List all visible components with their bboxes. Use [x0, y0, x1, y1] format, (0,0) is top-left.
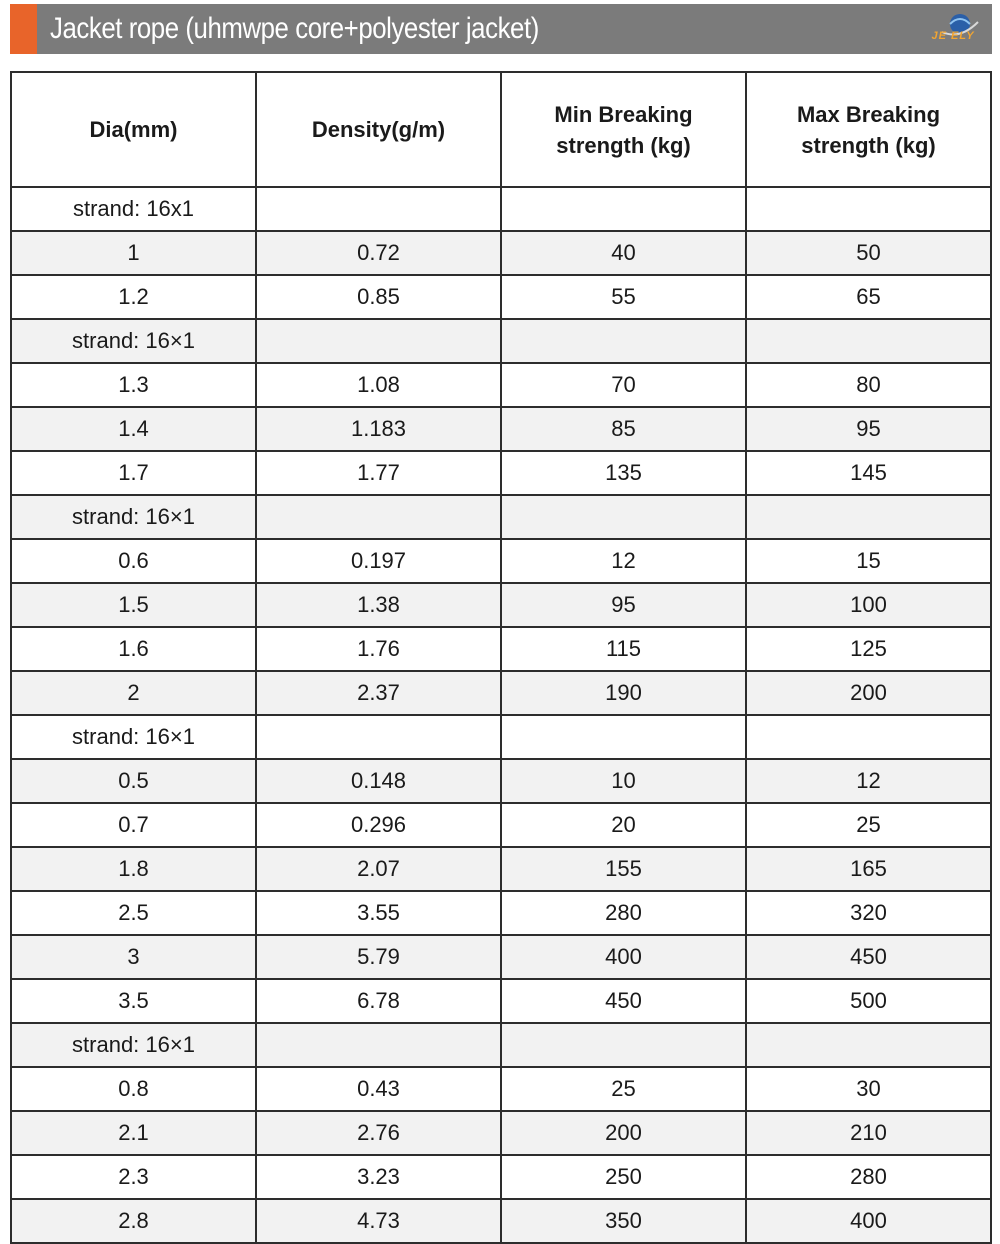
- table-row: [11, 847, 991, 891]
- strand-row: [11, 187, 991, 231]
- table-row: [11, 671, 991, 715]
- title-accent: [10, 4, 37, 54]
- cell-min-breaking-strength: 20: [501, 803, 746, 847]
- cell-max-breaking-strength: 165: [746, 847, 991, 891]
- cell-diameter: 1.5: [11, 583, 256, 627]
- cell-density: 1.08: [256, 363, 501, 407]
- cell-diameter: 2.3: [11, 1155, 256, 1199]
- brand-logo: [922, 10, 984, 48]
- header-max-breaking-strength: Max Breaking strength (kg): [746, 72, 991, 187]
- cell-min-breaking-strength: 85: [501, 407, 746, 451]
- cell-max-breaking-strength: 145: [746, 451, 991, 495]
- strand-label: strand: 16×1: [11, 715, 256, 759]
- cell-max-breaking-strength: [746, 1023, 991, 1067]
- cell-density: [256, 495, 501, 539]
- cell-diameter: 1.6: [11, 627, 256, 671]
- cell-max-breaking-strength: 15: [746, 539, 991, 583]
- table-row: [11, 583, 991, 627]
- cell-min-breaking-strength: 25: [501, 1067, 746, 1111]
- cell-min-breaking-strength: 70: [501, 363, 746, 407]
- cell-density: 2.37: [256, 671, 501, 715]
- cell-diameter: 3.5: [11, 979, 256, 1023]
- cell-density: 0.148: [256, 759, 501, 803]
- cell-density: 0.43: [256, 1067, 501, 1111]
- cell-diameter: 2.8: [11, 1199, 256, 1243]
- cell-min-breaking-strength: 95: [501, 583, 746, 627]
- strand-row: [11, 319, 991, 363]
- strand-label: strand: 16×1: [11, 1023, 256, 1067]
- cell-max-breaking-strength: [746, 187, 991, 231]
- cell-min-breaking-strength: 115: [501, 627, 746, 671]
- cell-max-breaking-strength: 30: [746, 1067, 991, 1111]
- cell-min-breaking-strength: [501, 715, 746, 759]
- strand-row: [11, 715, 991, 759]
- table-row: [11, 1111, 991, 1155]
- strand-row: [11, 1023, 991, 1067]
- logo-text: JE ELY: [931, 30, 975, 42]
- table-row: [11, 363, 991, 407]
- table-body: [11, 187, 991, 1243]
- cell-max-breaking-strength: 100: [746, 583, 991, 627]
- cell-min-breaking-strength: [501, 319, 746, 363]
- title-bar: [10, 4, 992, 54]
- cell-max-breaking-strength: [746, 715, 991, 759]
- cell-min-breaking-strength: [501, 495, 746, 539]
- table-row: [11, 1067, 991, 1111]
- cell-min-breaking-strength: 135: [501, 451, 746, 495]
- cell-density: 5.79: [256, 935, 501, 979]
- cell-density: 4.73: [256, 1199, 501, 1243]
- table-row: [11, 759, 991, 803]
- cell-min-breaking-strength: 155: [501, 847, 746, 891]
- table-row: [11, 935, 991, 979]
- cell-min-breaking-strength: 10: [501, 759, 746, 803]
- cell-diameter: 0.5: [11, 759, 256, 803]
- cell-density: 1.77: [256, 451, 501, 495]
- cell-density: 6.78: [256, 979, 501, 1023]
- cell-max-breaking-strength: 280: [746, 1155, 991, 1199]
- cell-density: 2.07: [256, 847, 501, 891]
- cell-diameter: 0.8: [11, 1067, 256, 1111]
- cell-diameter: 2.1: [11, 1111, 256, 1155]
- cell-diameter: 0.6: [11, 539, 256, 583]
- header-min-breaking-strength: Min Breaking strength (kg): [501, 72, 746, 187]
- strand-label: strand: 16×1: [11, 495, 256, 539]
- cell-min-breaking-strength: 280: [501, 891, 746, 935]
- cell-max-breaking-strength: [746, 495, 991, 539]
- cell-density: 0.296: [256, 803, 501, 847]
- strand-row: [11, 495, 991, 539]
- cell-density: 2.76: [256, 1111, 501, 1155]
- cell-min-breaking-strength: [501, 1023, 746, 1067]
- cell-max-breaking-strength: 500: [746, 979, 991, 1023]
- cell-max-breaking-strength: 210: [746, 1111, 991, 1155]
- table-row: [11, 891, 991, 935]
- cell-diameter: 1.8: [11, 847, 256, 891]
- spec-table-container: [10, 71, 992, 1244]
- table-row: [11, 803, 991, 847]
- cell-density: 3.23: [256, 1155, 501, 1199]
- strand-label: strand: 16×1: [11, 319, 256, 363]
- cell-density: 1.38: [256, 583, 501, 627]
- cell-diameter: 0.7: [11, 803, 256, 847]
- cell-min-breaking-strength: 55: [501, 275, 746, 319]
- table-row: [11, 539, 991, 583]
- cell-diameter: 2.5: [11, 891, 256, 935]
- table-row: [11, 275, 991, 319]
- cell-max-breaking-strength: 450: [746, 935, 991, 979]
- spec-table: [10, 71, 992, 1244]
- header-density: Density(g/m): [256, 72, 501, 187]
- cell-max-breaking-strength: 12: [746, 759, 991, 803]
- cell-min-breaking-strength: 400: [501, 935, 746, 979]
- cell-min-breaking-strength: 250: [501, 1155, 746, 1199]
- cell-diameter: 2: [11, 671, 256, 715]
- cell-diameter: 1.7: [11, 451, 256, 495]
- header-diameter: Dia(mm): [11, 72, 256, 187]
- cell-density: [256, 187, 501, 231]
- cell-min-breaking-strength: 350: [501, 1199, 746, 1243]
- cell-diameter: 1.2: [11, 275, 256, 319]
- cell-density: 0.197: [256, 539, 501, 583]
- cell-min-breaking-strength: 40: [501, 231, 746, 275]
- cell-max-breaking-strength: 320: [746, 891, 991, 935]
- strand-label: strand: 16x1: [11, 187, 256, 231]
- page-title: Jacket rope (uhmwpe core+polyester jacket): [50, 12, 539, 45]
- table-row: [11, 627, 991, 671]
- globe-icon: [922, 10, 984, 48]
- cell-max-breaking-strength: 200: [746, 671, 991, 715]
- cell-density: 0.85: [256, 275, 501, 319]
- table-row: [11, 1155, 991, 1199]
- table-row: [11, 979, 991, 1023]
- cell-diameter: 1.4: [11, 407, 256, 451]
- cell-min-breaking-strength: [501, 187, 746, 231]
- cell-max-breaking-strength: [746, 319, 991, 363]
- table-row: [11, 407, 991, 451]
- cell-density: [256, 1023, 501, 1067]
- table-row: [11, 451, 991, 495]
- cell-max-breaking-strength: 65: [746, 275, 991, 319]
- table-row: [11, 1199, 991, 1243]
- cell-density: 0.72: [256, 231, 501, 275]
- table-row: [11, 231, 991, 275]
- cell-min-breaking-strength: 450: [501, 979, 746, 1023]
- cell-min-breaking-strength: 190: [501, 671, 746, 715]
- table-header-row: [11, 72, 991, 187]
- cell-diameter: 1: [11, 231, 256, 275]
- cell-density: 1.76: [256, 627, 501, 671]
- cell-diameter: 3: [11, 935, 256, 979]
- cell-max-breaking-strength: 125: [746, 627, 991, 671]
- cell-density: 3.55: [256, 891, 501, 935]
- cell-max-breaking-strength: 80: [746, 363, 991, 407]
- cell-max-breaking-strength: 95: [746, 407, 991, 451]
- cell-min-breaking-strength: 200: [501, 1111, 746, 1155]
- cell-min-breaking-strength: 12: [501, 539, 746, 583]
- cell-max-breaking-strength: 25: [746, 803, 991, 847]
- cell-diameter: 1.3: [11, 363, 256, 407]
- cell-density: [256, 319, 501, 363]
- cell-density: [256, 715, 501, 759]
- cell-max-breaking-strength: 400: [746, 1199, 991, 1243]
- cell-max-breaking-strength: 50: [746, 231, 991, 275]
- cell-density: 1.183: [256, 407, 501, 451]
